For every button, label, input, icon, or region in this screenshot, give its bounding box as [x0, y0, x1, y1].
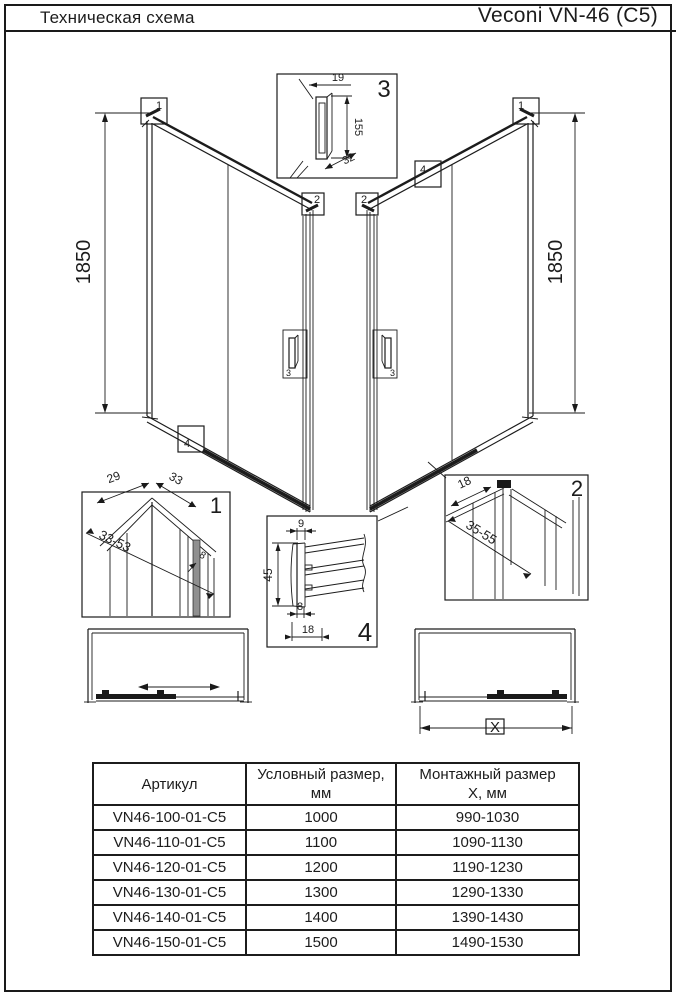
dim-plan-width: X	[489, 719, 501, 736]
table-cell-nominal: 1000	[246, 805, 396, 830]
plan-view-right	[411, 629, 579, 736]
table-row	[93, 905, 579, 930]
table-row	[93, 930, 579, 955]
table-cell-article: VN46-110-01-C5	[93, 830, 246, 855]
slide-direction-arrow	[138, 684, 220, 691]
detail-3-handle	[277, 72, 397, 178]
table-cell-article: VN46-140-01-C5	[93, 905, 246, 930]
detail-4-label: 4	[357, 617, 373, 647]
table-cell-mounting: 1190-1230	[396, 855, 579, 880]
size-table	[92, 762, 580, 956]
detail-4-rail-profile	[261, 507, 408, 647]
dim-handle-width: 19	[331, 72, 345, 84]
svg-text:1: 1	[155, 100, 163, 112]
svg-text:1: 1	[517, 100, 525, 112]
right-door-view	[356, 98, 585, 512]
table-row	[93, 805, 579, 830]
dim-d1-d: 8	[197, 549, 208, 562]
svg-text:4: 4	[419, 164, 427, 176]
detail-3-label: 3	[377, 76, 391, 103]
table-cell-nominal: 1300	[246, 880, 396, 905]
table-cell-article: VN46-150-01-C5	[93, 930, 246, 955]
table-cell-mounting: 990-1030	[396, 805, 579, 830]
table-header-row	[93, 763, 579, 805]
detail-2-label: 2	[570, 476, 584, 501]
dim-height-left: 1850	[73, 239, 95, 285]
table-row	[93, 880, 579, 905]
table-cell-mounting: 1390-1430	[396, 905, 579, 930]
svg-text:2: 2	[360, 194, 368, 206]
table-cell-nominal: 1200	[246, 855, 396, 880]
detail-2-corner-profile	[428, 462, 588, 600]
product-model-title: Veconi VN-46 (C5)	[477, 4, 658, 27]
table-row	[93, 830, 579, 855]
table-cell-article: VN46-130-01-C5	[93, 880, 246, 905]
table-header-nominal-size: Условный размер, мм	[246, 763, 396, 805]
table-cell-mounting: 1290-1330	[396, 880, 579, 905]
table-cell-nominal: 1500	[246, 930, 396, 955]
dim-height-right: 1850	[545, 239, 567, 285]
table-cell-article: VN46-100-01-C5	[93, 805, 246, 830]
table-cell-nominal: 1100	[246, 830, 396, 855]
table-cell-mounting: 1490-1530	[396, 930, 579, 955]
width-dimension	[420, 706, 572, 736]
svg-text:4: 4	[183, 438, 191, 450]
dim-d2-b: 35-55	[463, 517, 500, 548]
dim-d1-a: 29	[104, 468, 123, 487]
marker-3-label: 3	[286, 368, 292, 378]
dim-d1-b: 33	[166, 469, 186, 488]
detail-1-label: 1	[209, 493, 223, 518]
dim-handle-depth: 32	[340, 151, 357, 168]
detail-1-wall-profile	[82, 468, 230, 617]
height-dimension-left	[73, 113, 151, 413]
dim-d4-a: 9	[297, 518, 305, 530]
page-title: Техническая схема	[40, 8, 195, 27]
svg-text:2: 2	[313, 194, 321, 206]
table-cell-mounting: 1090-1130	[396, 830, 579, 855]
table-header-article: Артикул	[93, 763, 246, 805]
dim-d4-c: 8	[296, 601, 304, 613]
dim-handle-height: 155	[352, 117, 364, 137]
table-cell-nominal: 1400	[246, 905, 396, 930]
table-header-mounting-size: Монтажный размер Х, мм	[396, 763, 579, 805]
marker-3-label: 3	[390, 368, 396, 378]
dim-d2-a: 18	[455, 473, 474, 492]
plan-view-left	[84, 629, 252, 703]
marker-4	[178, 426, 204, 452]
dim-d4-b: 45	[261, 568, 275, 582]
table-row	[93, 855, 579, 880]
table-cell-article: VN46-120-01-C5	[93, 855, 246, 880]
dim-d4-d: 18	[301, 624, 315, 636]
left-door-view	[73, 98, 324, 512]
height-dimension-right	[529, 113, 585, 413]
dim-d1-c: 33-53	[96, 526, 134, 555]
